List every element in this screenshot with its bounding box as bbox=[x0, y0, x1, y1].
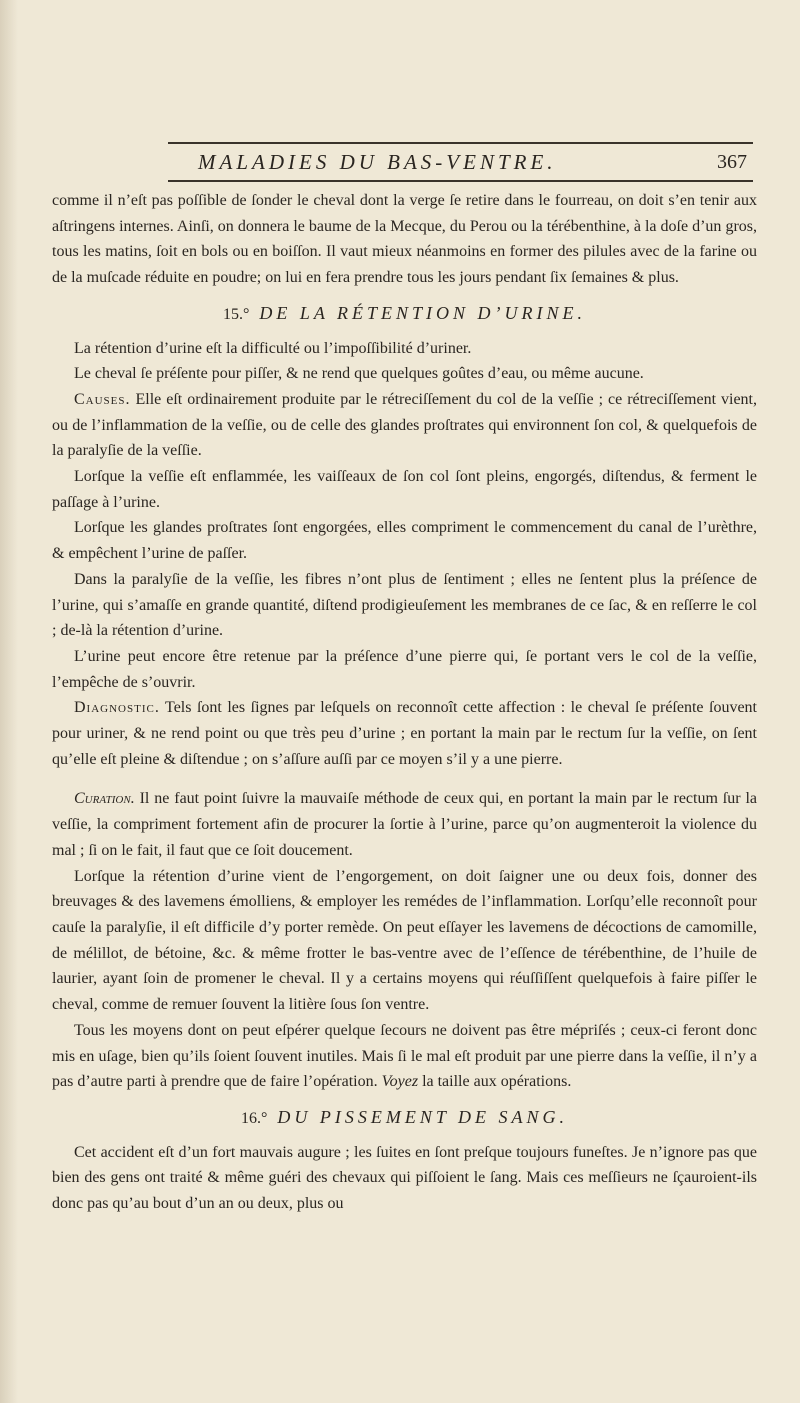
paragraph bbox=[52, 695, 757, 772]
paragraph bbox=[52, 786, 757, 863]
paragraph-body: Il ne faut point ſuivre la mauvaiſe méthode de ceux qui, en portant la main par le rectum ſur la veſſie, la compriment fortement afin de procurer la ſortie à l’urine, parce qu’on augmenteroit la violence du mal ; ſi on le fait, il faut que ce ſoit doucement. bbox=[52, 790, 757, 859]
paragraph-body: Elle eſt ordinairement produite par le rétreciſſement du col de la veſſie ; ce rétreciſſement vient, ou de l’inflammation de la veſſie, ou de celle des glandes proſtrates qui environnent ſon col, & quelquefois de la paralyſie de la veſſie. bbox=[52, 390, 757, 460]
paragraph: Dans la paralyſie de la veſſie, les fibres n’ont plus de ſentiment ; elles ne ſentent plus la préſence de l’urine, qui s’amaſſe en grande quantité, diſtend prodigieuſement les membranes de ce ſac, & en reſſerre le col ; de-là la rétention d’urine. bbox=[52, 570, 757, 640]
section-heading bbox=[52, 301, 757, 328]
paragraph: Lorſque les glandes proſtrates ſont engorgées, elles compriment le commencement du canal de l’urèthre, & empêchent l’urine de paſſer. bbox=[52, 519, 757, 563]
page-edge-shadow bbox=[0, 0, 18, 1403]
header-rule-top bbox=[168, 142, 753, 144]
paragraph-body: Tous les moyens dont on peut eſpérer quelque ſecours ne doivent pas être mépriſés ; ceux-ci feront donc mis en uſage, bien qu’ils ſoient ſouvent inutiles. Mais ſi le mal eſt produit par une pierre dans la veſſie, il n’y a pas d’autre parti à prendre que de faire l’opération. bbox=[52, 1021, 757, 1091]
paragraph: Lorſque la rétention d’urine vient de l’engorgement, on doit ſaigner une ou deux fois, donner des breuvages & des lavemens émolliens, & employer les remédes de l’inflammation. Lorſqu’elle reconnoît pour cauſe la paralyſie, il eſt difficile d’y porter remède. On peut eſſayer les lavemens de décoctions de camomille, de mélillot, de bétoine, &c. & même frotter le bas-ventre avec de l’eſſence de térébenthine, de l’huile de laurier, ayant ſoin de promener le cheval. Il y a certains moyens qui réuſſiſſent quelquefois à faire piſſer le cheval, comme de remuer ſouvent la litière ſous ſon ventre. bbox=[52, 867, 757, 1014]
cross-reference-text: la taille aux opérations. bbox=[418, 1073, 572, 1091]
paragraph: L’urine peut encore être retenue par la préſence d’une pierre qui, ſe portant vers le col de la veſſie, l’empêche de s’ouvrir. bbox=[52, 647, 757, 691]
body-text bbox=[52, 188, 757, 1217]
header-rule-bottom bbox=[168, 180, 753, 182]
cross-reference: Voyez bbox=[381, 1073, 419, 1091]
paragraph bbox=[52, 1018, 757, 1095]
paragraph-lead: Causes. bbox=[74, 390, 131, 408]
paragraph-lead: Diagnostic. bbox=[74, 699, 160, 717]
spacer bbox=[52, 772, 757, 786]
paragraph: La rétention d’urine eſt la difficulté ou l’impoſſibilité d’uriner. bbox=[74, 339, 472, 357]
paragraph-body: Tels ſont les ſignes par leſquels on reconnoît cette affection : le cheval ſe préſente ſouvent pour uriner, & ne rend point ou que très peu d’urine ; en portant la main par le rectum ſur la veſſie, on ſent qu’elle eſt pleine & diſtendue ; on s’aſſure auſſi par ce moyen s’il y a une pierre. bbox=[52, 699, 757, 768]
section-number: 16.° bbox=[240, 1109, 268, 1127]
running-head bbox=[168, 150, 753, 178]
paragraph-lead: Curation. bbox=[74, 790, 135, 808]
page-number: 367 bbox=[717, 151, 747, 173]
paragraph: comme il n’eſt pas poſſible de ſonder le cheval dont la verge ſe retire dans le fourreau, on doit s’en tenir aux aſtringens internes. Ainſi, on donnera le baume de la Mecque, du Perou ou la térébenthine, à la doſe d’un gros, tous les matins, ſoit en bols ou en boiſſon. Il vaut mieux néanmoins en former des pilules avec de la farine ou de la muſcade réduite en poudre; on lui en fera prendre tous les jours pendant ſix ſemaines & plus. bbox=[52, 192, 757, 287]
paragraph: Le cheval ſe préſente pour piſſer, & ne rend que quelques goûtes d’eau, ou même aucune. bbox=[74, 365, 644, 383]
paragraph bbox=[52, 387, 757, 464]
running-title: MALADIES DU BAS-VENTRE. bbox=[198, 150, 557, 174]
section-heading bbox=[52, 1105, 757, 1132]
section-title: DU PISSEMENT DE SANG. bbox=[277, 1106, 569, 1127]
section-number: 15.° bbox=[222, 305, 250, 323]
section-title: DE LA RÉTENTION D’URINE. bbox=[259, 302, 587, 323]
paragraph: Lorſque la veſſie eſt enflammée, les vaiſſeaux de ſon col ſont pleins, engorgés, diſtendus, & ferment le paſſage à l’urine. bbox=[52, 468, 757, 511]
paragraph: Cet accident eſt d’un fort mauvais augure ; les ſuites en ſont preſque toujours funeſtes. Je n’ignore pas que bien des gens ont traité & même guéri des chevaux qui piſſoient le ſang. Mais ces meſſieurs ne ſçauroient-ils donc pas qu’au bout d’un an ou deux, plus ou bbox=[52, 1143, 757, 1213]
